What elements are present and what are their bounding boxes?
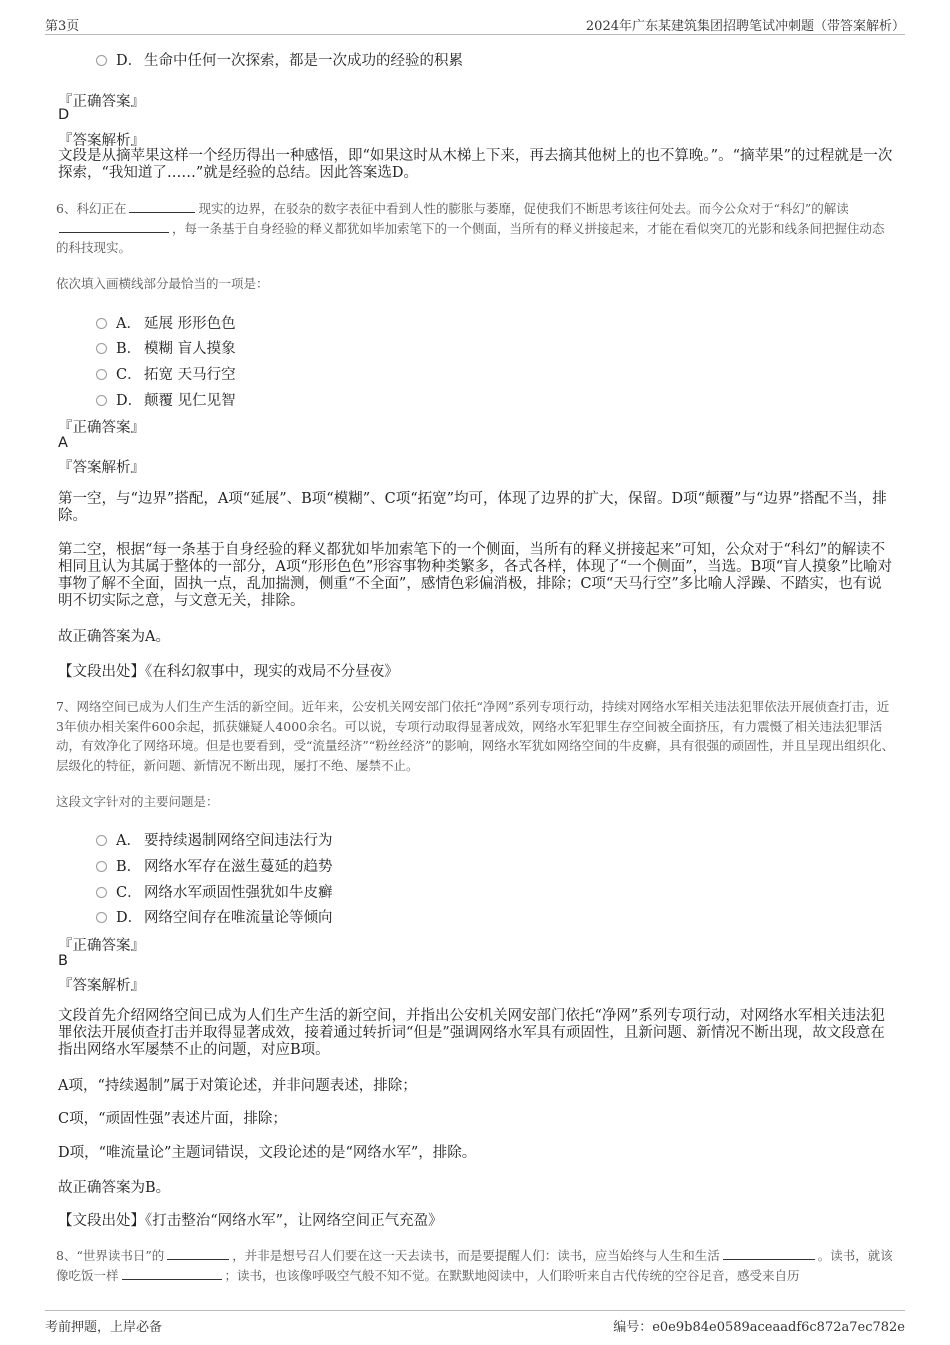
q8-blank-1 <box>167 1247 229 1260</box>
q6-stem: 6、科幻正在 现实的边界，在驳杂的数字表征中看到人性的膨胀与萎靡，促使我们不断思考该往何处去。而今公众对于“科幻”的解读，每一条基于自身经验的释义都犹如毕加索笔下的一个侧面，当所有的释义拼接起来，才能在看似突兀的光影和线条间把握住动态的科技现实。 <box>56 201 885 255</box>
q6-prompt: 依次填入画横线部分最恰当的一项是： <box>56 276 269 291</box>
q6-analysis-3: 故正确答案为A。 <box>58 629 170 645</box>
q7-prompt: 这段文字针对的主要问题是： <box>56 794 219 809</box>
page-number: 第3页 <box>45 19 80 34</box>
radio-icon[interactable] <box>96 369 107 380</box>
q7-correct-label: 『正确答案』 <box>58 938 145 954</box>
q7-analysis-5: 故正确答案为B。 <box>58 1180 171 1196</box>
q6-blank-2 <box>59 220 169 233</box>
q6-option-a[interactable]: A． 延展 形形色色 <box>96 312 236 333</box>
q5-option-d[interactable]: D． 生命中任何一次探索，都是一次成功的经验的积累 <box>96 49 463 70</box>
q5-analysis-label: 『答案解析』 <box>58 133 145 149</box>
radio-icon[interactable] <box>96 343 107 354</box>
q8-blank-3 <box>122 1267 222 1280</box>
q7-stem: 7、网络空间已成为人们生产生活的新空间。近年来，公安机关网安部门依托“净网”系列专项行动，持续对网络水军相关违法犯罪依法开展侦查打击，近3年侦办相关案件600余起，抓获嫌疑人4000余名。可以说，专项行动取得显著成效，网络水军犯罪生存空间被全面挤压，有力震慑了相关违法犯罪活动，有效净化了网络环境。但是也要看到，受“流量经济”“粉丝经济”的影响，网络水军犹如网络空间的牛皮癣，具有很强的顽固性，并且呈现出组织化、层级化的特征，新问题、新情况不断出现，屡打不绝、屡禁不止。 <box>56 699 895 773</box>
q7-answer: B <box>58 953 68 969</box>
document-code: 编号：e0e9b84e0589aceaadf6c872a7ec782e <box>613 1320 905 1335</box>
q6-source: 【文段出处】《在科幻叙事中，现实的戏局不分昼夜》 <box>58 664 399 680</box>
q6-analysis-label: 『答案解析』 <box>58 460 145 476</box>
q7-source: 【文段出处】《打击整治“网络水军”，让网络空间正气充盈》 <box>58 1213 443 1229</box>
page-footer <box>45 1310 905 1335</box>
q6-analysis-2: 第二空，根据“每一条基于自身经验的释义都犹如毕加索笔下的一个侧面，当所有的释义拼接起来”可知，公众对于“科幻”的解读不相同且认为其属于整体的一部分，A项“形形色色”形容事物种类繁多，各式各样，体现了“一个侧面”，当选。B项“盲人摸象”比喻对事物了解不全面，固执一点，乱加揣测，侧重“不全面”，感情色彩偏消极，排除；C项“天马行空”多比喻人浮躁、不踏实，也有说明不切实际之意，与文意无关，排除。 <box>58 542 893 609</box>
q8-blank-2 <box>723 1247 815 1260</box>
document-title: 2024年广东某建筑集团招聘笔试冲刺题（带答案解析） <box>585 19 905 34</box>
footer-slogan: 考前押题，上岸必备 <box>45 1320 163 1335</box>
q5-correct-label: 『正确答案』 <box>58 94 145 110</box>
q5-answer: D <box>58 107 70 123</box>
q7-option-b[interactable]: B． 网络水军存在滋生蔓延的趋势 <box>96 855 333 876</box>
q7-analysis-4: D项，“唯流量论”主题词错误，文段论述的是“网络水军”，排除。 <box>58 1145 477 1161</box>
q6-answer: A <box>58 435 68 451</box>
q7-analysis-label: 『答案解析』 <box>58 978 145 994</box>
q7-analysis-3: C项，“顽固性强”表述片面，排除； <box>58 1111 287 1127</box>
q6-blank-1 <box>129 200 195 213</box>
q5-analysis: 文段是从摘苹果这样一个经历得出一种感悟，即“如果这时从木梯上下来，再去摘其他树上的也不算晚。”。“摘苹果”的过程就是一次探索，“我知道了……”就是经验的总结。因此答案选D。 <box>58 148 893 181</box>
q6-analysis-1: 第一空，与“边界”搭配，A项“延展”、B项“模糊”、C项“拓宽”均可，体现了边界的扩大，保留。D项“颠覆”与“边界”搭配不当，排除。 <box>58 491 887 524</box>
page-header <box>45 14 905 35</box>
radio-icon[interactable] <box>96 887 107 898</box>
q7-analysis-2: A项，“持续遏制”属于对策论述，并非问题表述，排除； <box>58 1078 417 1094</box>
radio-icon[interactable] <box>96 318 107 329</box>
radio-icon[interactable] <box>96 861 107 872</box>
q7-option-a[interactable]: A． 要持续遏制网络空间违法行为 <box>96 829 333 850</box>
q6-option-b[interactable]: B． 模糊 盲人摸象 <box>96 337 236 358</box>
q6-option-c[interactable]: C． 拓宽 天马行空 <box>96 363 236 384</box>
q6-option-d[interactable]: D． 颠覆 见仁见智 <box>96 389 236 410</box>
radio-icon[interactable] <box>96 912 107 923</box>
radio-icon[interactable] <box>96 835 107 846</box>
radio-icon[interactable] <box>96 395 107 406</box>
q8-stem: 8、“世界读书日”的 ，并非是想号召人们要在这一天去读书，而是要提醒人们：读书，应当始终与人生和生活 。读书，就该像吃饭一样 ；读书，也该像呼吸空气般不知不觉。在默默地阅读中，人们聆听来自古代传统的空谷足音，感受来自历 <box>56 1248 893 1283</box>
q7-option-d[interactable]: D． 网络空间存在唯流量论等倾向 <box>96 906 333 927</box>
q6-correct-label: 『正确答案』 <box>58 420 145 436</box>
q7-analysis-1: 文段首先介绍网络空间已成为人们生产生活的新空间，并指出公安机关网安部门依托“净网”系列专项行动，对网络水军相关违法犯罪依法开展侦查打击并取得显著成效，接着通过转折词“但是”强调网络水军具有顽固性，且新问题、新情况不断出现，故文段意在指出网络水军屡禁不止的问题，对应B项。 <box>58 1008 885 1058</box>
q7-option-c[interactable]: C． 网络水军顽固性强犹如牛皮癣 <box>96 881 333 902</box>
radio-icon[interactable] <box>96 55 107 66</box>
